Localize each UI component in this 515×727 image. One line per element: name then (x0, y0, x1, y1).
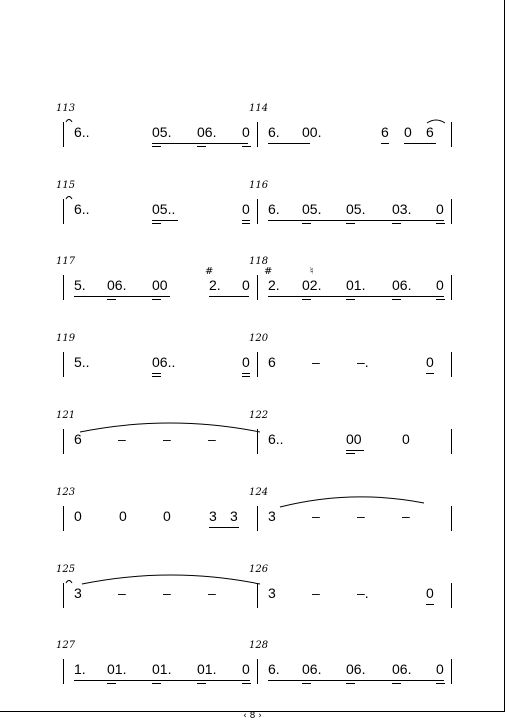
beam-line (107, 683, 116, 684)
note: 0 (119, 508, 127, 524)
beam-line (346, 223, 355, 224)
beam-line (302, 299, 311, 300)
staff-row-119 (0, 333, 505, 403)
beam-line (152, 223, 161, 224)
note: 6 (381, 124, 389, 140)
sharp-accidental: # (264, 266, 273, 277)
measure-number-123: 123 (56, 487, 76, 498)
barline (63, 122, 64, 147)
note: 5.. (74, 354, 90, 370)
barline (63, 352, 64, 377)
measure-number-125: 125 (56, 564, 76, 575)
note: 6. (268, 661, 280, 677)
fermata-mark (65, 194, 73, 200)
staff-row-113 (0, 103, 505, 173)
note: – (118, 431, 126, 447)
note: 6 (268, 354, 276, 370)
barline (63, 275, 64, 300)
note: 0 (404, 124, 412, 140)
barline (257, 583, 258, 608)
note: 01. (107, 661, 127, 677)
beam-line (302, 223, 311, 224)
beam-line (152, 220, 178, 221)
note: 6 (74, 431, 82, 447)
note: –. (357, 585, 369, 601)
beam-line (302, 683, 311, 684)
tie-mark (80, 570, 262, 586)
note: 01. (152, 661, 172, 677)
beam-line (242, 223, 250, 224)
measure-number-120: 120 (249, 333, 269, 344)
note: 1. (74, 661, 86, 677)
note: – (357, 508, 365, 524)
beam-line (426, 373, 434, 374)
note: 06. (346, 661, 366, 677)
note: 6 (426, 124, 434, 140)
staff-row-121 (0, 410, 505, 480)
note: 03. (392, 201, 412, 217)
note: 0 (426, 354, 434, 370)
barline (257, 429, 258, 454)
staff-row-127 (0, 640, 505, 710)
measure-number-113: 113 (56, 103, 76, 114)
barline (257, 659, 258, 684)
note: 2. (268, 277, 280, 293)
note: 0 (436, 277, 444, 293)
note: 06. (392, 661, 412, 677)
beam-line (436, 223, 445, 224)
note: – (163, 431, 171, 447)
beam-line (107, 299, 116, 300)
beam-line (404, 143, 436, 144)
note: 0 (74, 508, 82, 524)
barline (63, 506, 64, 531)
beam-line (197, 146, 206, 147)
note: 0 (426, 585, 434, 601)
measure-number-127: 127 (56, 640, 76, 651)
note: 01. (346, 277, 366, 293)
barline (451, 659, 452, 684)
barline (257, 506, 258, 531)
note: 05.. (152, 201, 176, 217)
note: 5. (74, 277, 86, 293)
note: 3 (74, 585, 82, 601)
barline (451, 122, 452, 147)
beam-line (392, 299, 401, 300)
note: 05. (346, 201, 366, 217)
beam-line (74, 680, 250, 681)
measure-number-117: 117 (56, 256, 76, 267)
beam-line (381, 143, 389, 144)
note: 06. (197, 124, 217, 140)
beam-line (74, 296, 170, 297)
staff-row-123 (0, 487, 505, 557)
fermata-mark (65, 578, 73, 584)
beam-line (152, 143, 248, 144)
note: 0 (163, 508, 171, 524)
barline (451, 199, 452, 224)
note: 3 (268, 585, 276, 601)
beam-line (436, 683, 445, 684)
barline (257, 122, 258, 147)
beam-line (346, 683, 355, 684)
note: 0 (242, 124, 250, 140)
beam-line (152, 299, 161, 300)
note: 05. (302, 201, 322, 217)
barline (451, 583, 452, 608)
note: 05. (152, 124, 172, 140)
measure-number-118: 118 (249, 256, 269, 267)
beam-line (152, 376, 161, 377)
natural-accidental: ♮ (310, 266, 314, 277)
barline (257, 352, 258, 377)
measure-number-114: 114 (249, 103, 269, 114)
beam-line (426, 604, 434, 605)
barline (63, 429, 64, 454)
measure-number-124: 124 (249, 487, 269, 498)
beam-line (242, 373, 250, 374)
note: – (312, 354, 320, 370)
beam-line (152, 146, 161, 147)
note: – (163, 585, 171, 601)
note: 6.. (74, 124, 90, 140)
barline (257, 275, 258, 300)
barline (451, 506, 452, 531)
measure-number-121: 121 (56, 410, 76, 421)
sharp-accidental: # (205, 266, 214, 277)
note: – (208, 585, 216, 601)
staff-row-117 (0, 256, 505, 326)
measure-number-115: 115 (56, 180, 76, 191)
note: 2. (209, 277, 221, 293)
fermata-mark (65, 117, 73, 123)
barline (451, 275, 452, 300)
note: 01. (197, 661, 217, 677)
beam-line (392, 683, 401, 684)
measure-number-126: 126 (249, 564, 269, 575)
note: –. (357, 354, 369, 370)
note: – (312, 585, 320, 601)
note: 0 (242, 277, 250, 293)
beam-line (242, 683, 251, 684)
measure-number-116: 116 (249, 180, 269, 191)
note: 00. (302, 124, 322, 140)
note: 3 (230, 508, 238, 524)
beam-line (152, 373, 161, 374)
note: – (208, 431, 216, 447)
beam-line (392, 223, 401, 224)
beam-line (209, 296, 249, 297)
beam-line (268, 680, 444, 681)
beam-line (242, 146, 251, 147)
note: 00 (346, 431, 362, 447)
note: 3 (209, 508, 217, 524)
note: – (402, 508, 410, 524)
measure-number-122: 122 (249, 410, 269, 421)
note: 6.. (268, 431, 284, 447)
beam-line (268, 296, 444, 297)
beam-line (268, 220, 444, 221)
note: 06. (107, 277, 127, 293)
barline (257, 199, 258, 224)
note: 0 (242, 661, 250, 677)
beam-line (197, 683, 206, 684)
beam-line (209, 527, 239, 528)
beam-line (346, 450, 364, 451)
note: 02. (302, 277, 322, 293)
staff-row-115 (0, 180, 505, 250)
beam-line (152, 683, 161, 684)
note: 0 (242, 354, 250, 370)
staff-row-125 (0, 564, 505, 634)
note: – (312, 508, 320, 524)
note: 6.. (74, 201, 90, 217)
barline (451, 352, 452, 377)
beam-line (242, 220, 250, 221)
note: 00 (152, 277, 168, 293)
note: – (118, 585, 126, 601)
note: 3 (268, 508, 276, 524)
note: 06. (392, 277, 412, 293)
barline (63, 583, 64, 608)
measure-number-128: 128 (249, 640, 269, 651)
barline (63, 199, 64, 224)
beam-line (436, 299, 445, 300)
note: 06. (302, 661, 322, 677)
barline (451, 429, 452, 454)
note: 6. (268, 124, 280, 140)
note: 0 (436, 661, 444, 677)
beam-line (242, 376, 250, 377)
measure-number-119: 119 (56, 333, 76, 344)
barline (63, 659, 64, 684)
note: 06.. (152, 354, 176, 370)
note: 0 (242, 201, 250, 217)
beam-line (268, 143, 310, 144)
beam-line (346, 299, 355, 300)
note: 0 (436, 201, 444, 217)
note: 0 (402, 431, 410, 447)
page-number: ‹ 8 › (243, 711, 262, 721)
beam-line (346, 453, 355, 454)
note: 6. (268, 201, 280, 217)
